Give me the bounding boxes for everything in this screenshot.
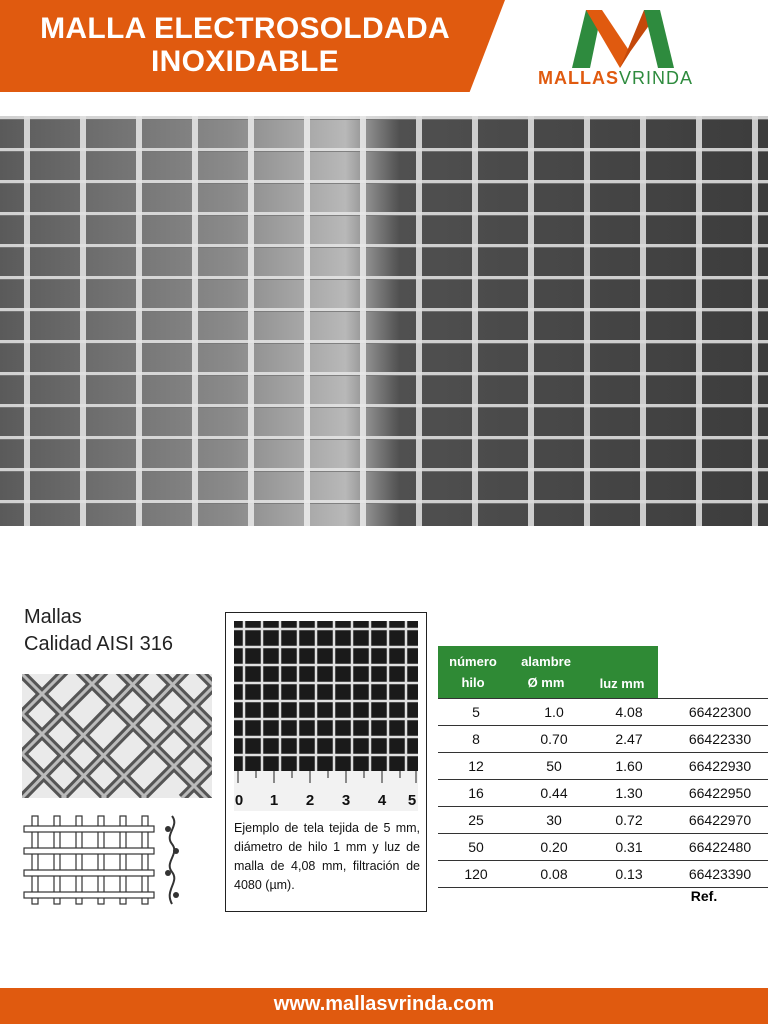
table-row	[438, 860, 768, 888]
spec-table	[438, 698, 768, 888]
hero-mesh-photo	[0, 116, 768, 526]
ruler-label-0: 0	[234, 792, 244, 809]
cell-hilo: 16	[468, 785, 484, 801]
table-row	[438, 833, 768, 860]
cell-alambre: 0.08	[540, 866, 568, 882]
cell-ref: 66422930	[688, 758, 752, 774]
table-header	[438, 646, 658, 698]
ruler-label-3: 3	[341, 792, 351, 809]
cell-luz: 0.13	[615, 866, 643, 882]
cell-alambre: 1.0	[544, 704, 564, 720]
footer-bar	[0, 988, 768, 1024]
cell-alambre: 0.44	[540, 785, 568, 801]
logo-wordmark	[538, 68, 693, 89]
sample-card	[225, 612, 427, 912]
cell-alambre: 0.70	[540, 731, 568, 747]
cell-ref: 66422300	[688, 704, 752, 720]
ref-column-label: Ref.	[690, 888, 718, 904]
cell-ref: 66423390	[688, 866, 752, 882]
logo-text-bold: MALLAS	[538, 68, 619, 88]
cell-luz: 0.31	[615, 839, 643, 855]
cell-hilo: 25	[468, 812, 484, 828]
cell-ref: 66422950	[688, 785, 752, 801]
cell-hilo: 120	[464, 866, 488, 882]
table-row	[438, 779, 768, 806]
cell-ref: 66422330	[688, 731, 752, 747]
cell-hilo: 8	[472, 731, 480, 747]
cell-luz: 1.30	[615, 785, 643, 801]
weave-pattern-diagram	[22, 812, 184, 908]
cell-ref: 66422970	[688, 812, 752, 828]
cell-hilo: 12	[468, 758, 484, 774]
header-alambre-line2: Ø mm	[527, 675, 565, 690]
woven-mesh-illustration	[22, 674, 212, 798]
sample-caption: Ejemplo de tela tejida de 5 mm, diámetro de hilo 1 mm y luz de malla de 4,08 mm, filtración de 4080 (µm).	[234, 821, 420, 892]
cell-alambre: 30	[546, 812, 562, 828]
title-line-1: MALLA ELECTROSOLDADA	[40, 12, 450, 45]
header-alambre	[506, 651, 586, 693]
ruler-label-5: 5	[407, 792, 417, 809]
header-hilo-line1: número	[449, 654, 497, 669]
cell-luz: 4.08	[615, 704, 643, 720]
product-label-line1: Mallas	[24, 606, 82, 628]
header-hilo-line2: hilo	[461, 675, 485, 690]
ruler-label-4: 4	[377, 792, 387, 809]
header-alambre-line1: alambre	[521, 654, 571, 669]
table-row	[438, 806, 768, 833]
logo-text-light: VRINDA	[619, 68, 694, 88]
cell-alambre: 50	[546, 758, 562, 774]
page-title	[0, 12, 490, 78]
ruler-label-1: 1	[269, 792, 279, 809]
cell-ref: 66422480	[688, 839, 752, 855]
ruler-label-2: 2	[305, 792, 315, 809]
cell-alambre: 0.20	[540, 839, 568, 855]
header-luz: luz mm	[599, 676, 645, 691]
header-hilo	[438, 651, 508, 693]
table-row	[438, 725, 768, 752]
cell-luz: 1.60	[615, 758, 643, 774]
cell-luz: 0.72	[615, 812, 643, 828]
cell-luz: 2.47	[615, 731, 643, 747]
cell-hilo: 5	[472, 704, 480, 720]
mesh-photo-graphic	[0, 116, 768, 526]
table-row	[438, 752, 768, 779]
product-label	[24, 604, 173, 658]
cell-hilo: 50	[468, 839, 484, 855]
sample-mesh-with-ruler	[234, 621, 418, 811]
website-link[interactable]: www.mallasvrinda.com	[273, 993, 495, 1015]
product-label-line2: Calidad AISI 316	[24, 633, 173, 655]
table-row	[438, 698, 768, 725]
title-line-2: INOXIDABLE	[150, 45, 339, 78]
